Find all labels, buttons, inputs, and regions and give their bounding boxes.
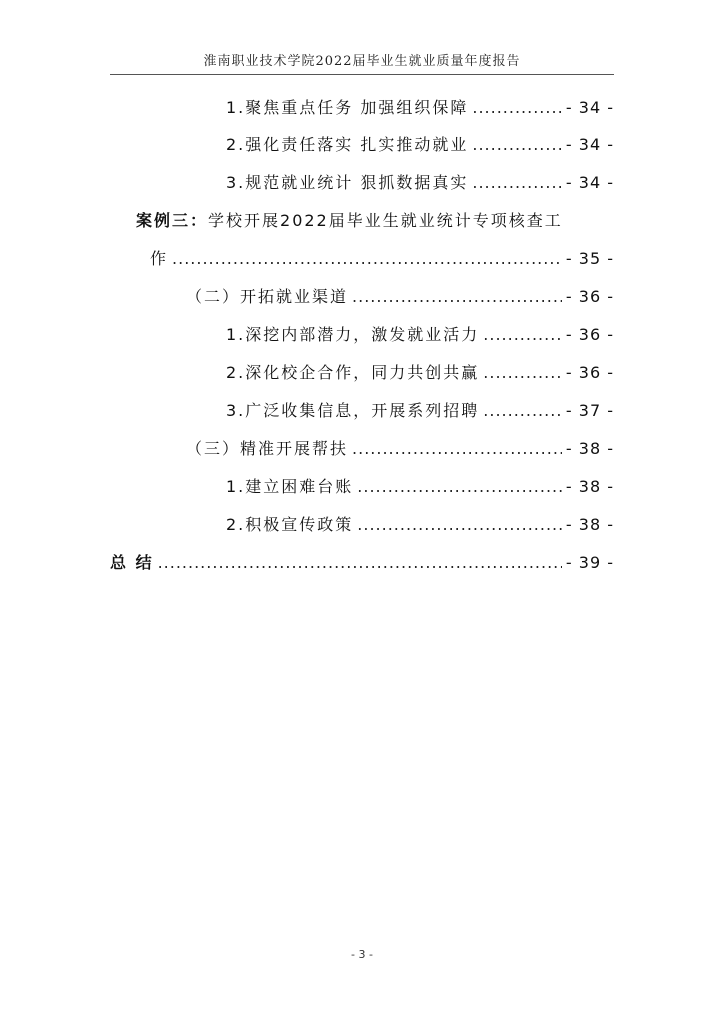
toc-entry[interactable] (226, 398, 614, 428)
toc-page-number: - 38 - (565, 439, 614, 458)
page-number-footer: - 3 - (351, 948, 373, 961)
toc-entry-label: 1.深挖内部潜力，激发就业活力 (226, 325, 480, 344)
toc-entry-case-title[interactable] (136, 208, 614, 238)
toc-page-number: - 34 - (565, 98, 614, 117)
toc-entry[interactable] (226, 322, 614, 352)
toc-leader-dots (357, 477, 562, 496)
toc-entry[interactable] (226, 95, 614, 125)
toc-leader-dots (357, 515, 562, 534)
toc-entry[interactable] (186, 284, 614, 314)
toc-leader-dots (158, 553, 562, 572)
toc-entry-label: 3.规范就业统计 狠抓数据真实 (226, 173, 469, 192)
toc-page-number: - 39 - (565, 553, 614, 572)
toc-leader-dots (483, 401, 562, 420)
toc-page-number: - 35 - (565, 249, 614, 268)
toc-page-number: - 36 - (565, 363, 614, 382)
toc-case-prefix: 案例三： (136, 211, 209, 230)
toc-entry[interactable] (110, 550, 614, 580)
toc-leader-dots (352, 287, 562, 306)
toc-entry-label: 3.广泛收集信息，开展系列招聘 (226, 401, 480, 420)
toc-leader-dots (472, 98, 562, 117)
toc-entry[interactable] (226, 512, 614, 542)
toc-entry[interactable] (226, 132, 614, 162)
toc-leader-dots (472, 135, 562, 154)
toc-entry[interactable] (150, 246, 614, 276)
toc-page-number: - 36 - (565, 325, 614, 344)
toc-entry[interactable] (226, 170, 614, 200)
toc-page-number: - 34 - (565, 173, 614, 192)
toc-case-title-line2: 作 (150, 249, 169, 268)
toc-page-number: - 36 - (565, 287, 614, 306)
toc-page-number: - 38 - (565, 515, 614, 534)
toc-entry[interactable] (186, 436, 614, 466)
toc-entry-label: 2.积极宣传政策 (226, 515, 354, 534)
toc-entry-label: （三）精准开展帮扶 (186, 439, 349, 458)
toc-entry-label: 2.深化校企合作，同力共创共赢 (226, 363, 480, 382)
toc-page-number: - 38 - (565, 477, 614, 496)
toc-entry-label: 总 结 (110, 553, 154, 572)
toc-page-number: - 34 - (565, 135, 614, 154)
toc-entry-label: 2.强化责任落实 扎实推动就业 (226, 135, 469, 154)
page-header: 淮南职业技术学院2022届毕业生就业质量年度报告 (203, 54, 521, 69)
toc-entry-label: 1.建立困难台账 (226, 477, 354, 496)
toc-entry-label: （二）开拓就业渠道 (186, 287, 349, 306)
toc-entry-label: 1.聚焦重点任务 加强组织保障 (226, 98, 469, 117)
toc-page-number: - 37 - (565, 401, 614, 420)
toc-leader-dots (472, 173, 562, 192)
header-rule (110, 74, 614, 75)
toc-leader-dots (172, 249, 562, 268)
toc-leader-dots (483, 363, 562, 382)
toc-leader-dots (483, 325, 562, 344)
toc-case-title-line1: 学校开展2022届毕业生就业统计专项核查工 (208, 211, 563, 230)
toc-entry[interactable] (226, 474, 614, 504)
toc-leader-dots (352, 439, 562, 458)
toc-entry[interactable] (226, 360, 614, 390)
